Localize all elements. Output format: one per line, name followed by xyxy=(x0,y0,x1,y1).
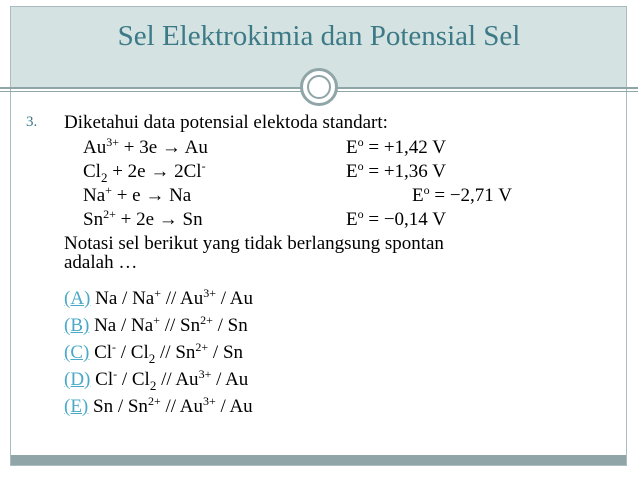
divider-circle-ornament xyxy=(300,68,338,106)
intro-text: Diketahui data potensial elektoda standart: xyxy=(64,112,388,133)
option-c[interactable]: (C) $Cl^- / Cl_2 // Sn^{2+}$ / Sn xyxy=(64,340,244,366)
option-a[interactable]: (A) Na / $Na^+ // Au^{3+}$ / Au xyxy=(64,286,253,309)
option-letter: (D) xyxy=(64,369,91,390)
question-line-2: adalah … xyxy=(64,252,138,273)
option-letter: (A) xyxy=(64,288,91,309)
question-line-1: Notasi sel berikut yang tidak berlangsung spontan xyxy=(64,233,444,254)
option-e[interactable]: (E) Sn / $Sn^{2+} // Au^{3+}$ / Au xyxy=(64,394,253,417)
item-number: 3. xyxy=(26,114,38,130)
option-d[interactable]: (D) $Cl^- / Cl_2 // Au^{3+}$ / Au xyxy=(64,367,249,393)
potential-4: $E^o = -0,14$ V xyxy=(346,207,446,230)
potential-1: $E^o = +1,42$ V xyxy=(346,135,446,158)
option-letter: (C) xyxy=(64,342,90,363)
reaction-3: Na+ + e → Na xyxy=(83,183,192,206)
option-letter: (B) xyxy=(64,315,90,336)
reaction-1: $Au^{3+} + 3e \to Au$ xyxy=(83,135,208,158)
reaction-2: $Cl_2 + 2e \to 2Cl^-$ xyxy=(83,159,206,185)
slide-title: Sel Elektrokimia dan Potensial Sel xyxy=(117,20,521,52)
potential-2: $E^o = +1,36$ V xyxy=(346,159,446,182)
option-b[interactable]: (B) Na / $Na^+ // Sn^{2+}$ / Sn xyxy=(64,313,248,336)
option-letter: (E) xyxy=(64,396,89,417)
potential-3: $E^o = -2,71$ V xyxy=(412,183,512,206)
reaction-4: $Sn^{2+} + 2e \to Sn$ xyxy=(83,207,203,230)
bottom-bar xyxy=(11,455,626,465)
